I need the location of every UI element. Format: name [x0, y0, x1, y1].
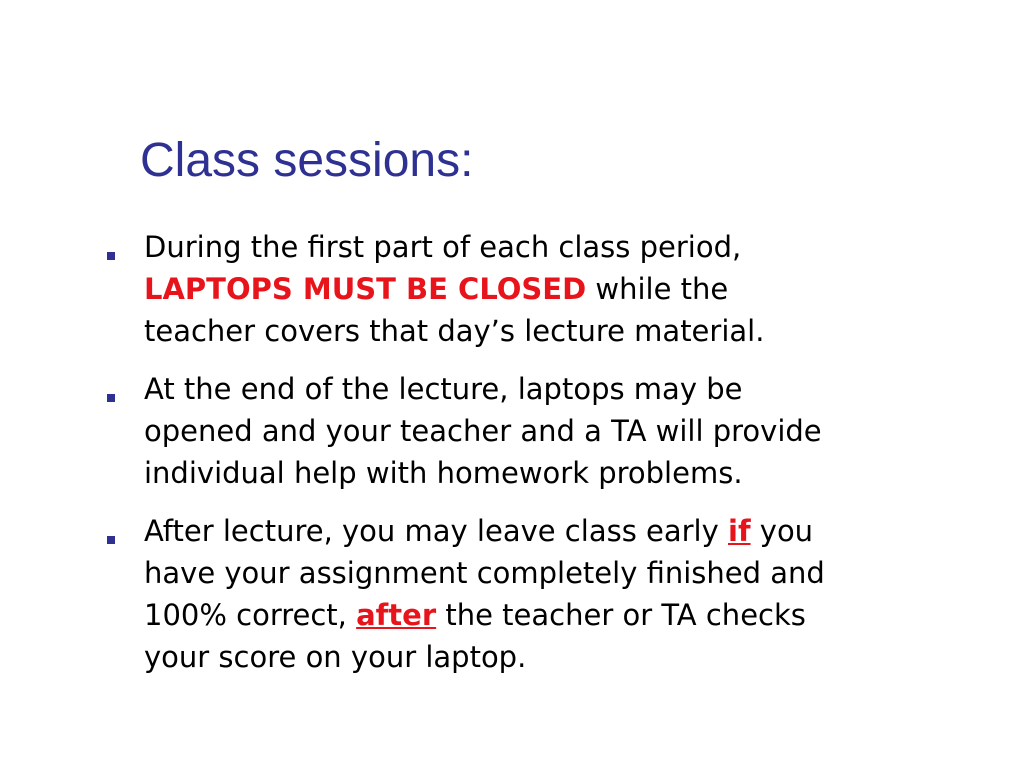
bullet-text-line: [144, 594, 984, 636]
bullet-item-laptops-closed: [0, 226, 984, 352]
bullet-text-line: individual help with homework problems.: [144, 456, 743, 490]
bullet-text-line: teacher covers that day’s lecture material.: [144, 314, 765, 348]
bullet-text-line: your score on your laptop.: [144, 640, 527, 674]
emphasis-text: after: [356, 598, 437, 632]
square-bullet-icon: [107, 252, 115, 260]
bullet-text-line: [144, 268, 984, 310]
emphasis-text: LAPTOPS MUST BE CLOSED: [144, 272, 587, 306]
bullet-text-line: At the end of the lecture, laptops may be: [144, 372, 743, 406]
bullet-text-fragment: the teacher or TA checks: [436, 598, 806, 632]
bullet-text-fragment: while the: [586, 272, 729, 306]
bullet-text-line: [144, 510, 984, 552]
square-bullet-icon: [107, 536, 115, 544]
bullet-item-help-after-lecture: [0, 368, 984, 494]
bullet-item-leave-early: [0, 510, 984, 678]
bullet-list: [0, 226, 1024, 694]
bullet-text-fragment: you: [750, 514, 814, 548]
emphasis-text: if: [728, 514, 751, 548]
bullet-text-line: have your assignment completely finished and: [144, 556, 825, 590]
bullet-text-line: opened and your teacher and a TA will provide: [144, 414, 822, 448]
bullet-text-fragment: 100% correct,: [144, 598, 357, 632]
square-bullet-icon: [107, 394, 115, 402]
slide-title: Class sessions:: [140, 134, 474, 187]
bullet-text-fragment: After lecture, you may leave class early: [144, 514, 728, 548]
bullet-text-line: During the first part of each class period,: [144, 230, 742, 264]
